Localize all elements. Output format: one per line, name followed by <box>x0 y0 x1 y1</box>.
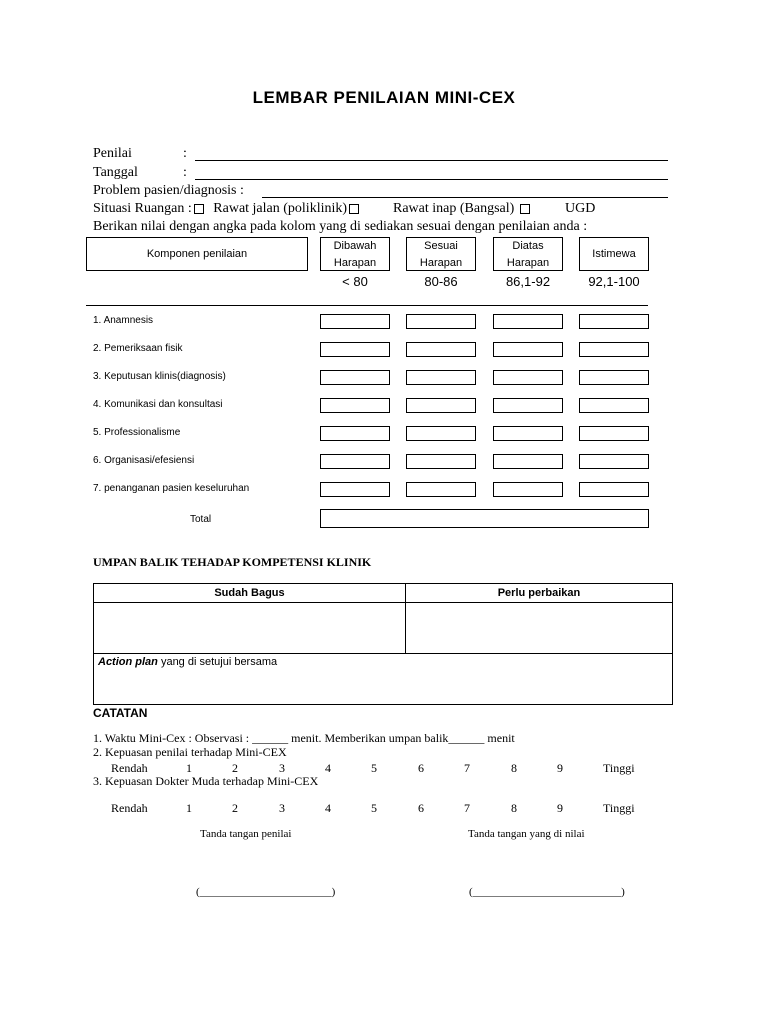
score-cell[interactable] <box>579 454 649 469</box>
tanggal-colon: : <box>183 165 187 180</box>
criterion-label: 2. Pemeriksaan fisik <box>93 343 183 354</box>
scale1-option[interactable]: 9 <box>557 761 563 775</box>
situasi-row <box>93 201 361 217</box>
col-header-sesuai <box>406 237 476 271</box>
scale1-option[interactable]: 1 <box>186 761 192 775</box>
scale1-option[interactable]: 4 <box>325 761 331 775</box>
col-perlu-perbaikan: Perlu perbaikan <box>406 584 673 603</box>
score-cell[interactable] <box>320 426 390 441</box>
score-cell[interactable] <box>579 342 649 357</box>
col-header-line2: Harapan <box>506 257 550 269</box>
score-cell[interactable] <box>406 370 476 385</box>
ugd-label: UGD <box>565 201 596 216</box>
notes-heading: CATATAN <box>93 706 148 720</box>
score-cell[interactable] <box>493 398 563 413</box>
score-cell[interactable] <box>406 482 476 497</box>
score-cell[interactable] <box>320 398 390 413</box>
feedback-table <box>93 583 673 705</box>
total-label: Total <box>190 514 212 525</box>
criterion-label: 5. Professionalisme <box>93 427 181 438</box>
score-cell[interactable] <box>579 398 649 413</box>
problem-line[interactable] <box>262 197 668 198</box>
score-cell[interactable] <box>579 370 649 385</box>
score-cell[interactable] <box>493 314 563 329</box>
penilai-label: Penilai <box>93 146 132 161</box>
penilai-line[interactable] <box>195 160 668 161</box>
situasi-label: Situasi Ruangan : <box>93 201 192 216</box>
score-cell[interactable] <box>406 426 476 441</box>
range-istimewa: 92,1-100 <box>588 274 640 289</box>
col-header-line2: Harapan <box>333 257 377 269</box>
score-cell[interactable] <box>406 342 476 357</box>
criterion-label: 1. Anamnesis <box>93 315 154 326</box>
col-header-line2: Harapan <box>419 257 463 269</box>
range-sesuai: 80-86 <box>424 274 458 289</box>
page-title: LEMBAR PENILAIAN MINI-CEX <box>252 88 516 107</box>
checkbox-icon[interactable] <box>520 204 530 214</box>
score-cell[interactable] <box>320 314 390 329</box>
col-header-line1: Diatas <box>512 240 544 252</box>
problem-label: Problem pasien/diagnosis : <box>93 183 244 198</box>
scale1-low: Rendah <box>111 761 148 775</box>
scale2-low: Rendah <box>111 801 148 815</box>
action-plan-italic: Action plan <box>98 656 158 668</box>
rawat-inap-row <box>393 201 532 217</box>
scale1-option[interactable]: 8 <box>511 761 517 775</box>
score-cell[interactable] <box>406 314 476 329</box>
scale2-option[interactable]: 6 <box>418 801 424 815</box>
action-plan-rest: yang di setujui bersama <box>157 656 278 668</box>
checkbox-icon[interactable] <box>349 204 359 214</box>
criterion-label: 6. Organisasi/efesiensi <box>93 455 195 466</box>
component-header: Komponen penilaian <box>86 237 308 271</box>
notes-item1: 1. Waktu Mini-Cex : Observasi : ______ menit. Memberikan umpan balik______ menit <box>93 731 515 745</box>
criterion-label: 7. penanganan pasien keseluruhan <box>93 483 250 494</box>
signature-assessor-blank[interactable]: (________________________) <box>196 886 336 898</box>
action-plan-cell[interactable] <box>94 654 673 705</box>
score-cell[interactable] <box>320 454 390 469</box>
col-header-dibawah <box>320 237 390 271</box>
penilai-colon: : <box>183 146 187 161</box>
notes-item3: 3. Kepuasan Dokter Muda terhadap Mini-CEX <box>93 774 319 788</box>
sudah-bagus-input[interactable] <box>94 603 406 654</box>
rawat-jalan-label: Rawat jalan (poliklinik) <box>213 201 348 216</box>
col-header-istimewa: Istimewa <box>579 237 649 271</box>
criterion-label: 4. Komunikasi dan konsultasi <box>93 399 223 410</box>
tanggal-label: Tanggal <box>93 165 138 180</box>
scale2-option[interactable]: 8 <box>511 801 517 815</box>
table-divider <box>86 305 648 306</box>
col-header-diatas <box>493 237 563 271</box>
scale1-option[interactable]: 5 <box>371 761 377 775</box>
signature-assessee-blank[interactable]: (___________________________) <box>469 886 625 898</box>
tanggal-line[interactable] <box>195 179 668 180</box>
score-cell[interactable] <box>406 454 476 469</box>
score-cell[interactable] <box>320 342 390 357</box>
scale1-option[interactable]: 6 <box>418 761 424 775</box>
scale1-option[interactable]: 3 <box>279 761 285 775</box>
score-cell[interactable] <box>493 370 563 385</box>
score-cell[interactable] <box>320 482 390 497</box>
score-cell[interactable] <box>579 314 649 329</box>
feedback-heading: UMPAN BALIK TEHADAP KOMPETENSI KLINIK <box>93 555 372 569</box>
signature-assessee-label: Tanda tangan yang di nilai <box>468 828 585 840</box>
score-cell[interactable] <box>320 370 390 385</box>
scale2-high: Tinggi <box>603 801 635 815</box>
scale1-high: Tinggi <box>603 761 635 775</box>
scale1-option[interactable]: 2 <box>232 761 238 775</box>
scale2-option[interactable]: 5 <box>371 801 377 815</box>
score-cell[interactable] <box>579 426 649 441</box>
score-cell[interactable] <box>493 342 563 357</box>
scale1-option[interactable]: 7 <box>464 761 470 775</box>
criterion-label: 3. Keputusan klinis(diagnosis) <box>93 371 226 382</box>
score-cell[interactable] <box>493 426 563 441</box>
col-header-line1: Sesuai <box>424 240 458 252</box>
scale2-option[interactable]: 2 <box>232 801 238 815</box>
instruction-text: Berikan nilai dengan angka pada kolom yang di sediakan sesuai dengan penilaian anda : <box>93 219 588 234</box>
score-cell[interactable] <box>493 454 563 469</box>
notes-item2: 2. Kepuasan penilai terhadap Mini-CEX <box>93 745 287 759</box>
signature-assessor-label: Tanda tangan penilai <box>200 828 292 840</box>
scale2-option[interactable]: 9 <box>557 801 563 815</box>
scale2-option[interactable]: 4 <box>325 801 331 815</box>
score-cell[interactable] <box>493 482 563 497</box>
range-dibawah: < 80 <box>342 274 368 289</box>
total-cell[interactable] <box>320 509 649 528</box>
range-diatas: 86,1-92 <box>505 274 551 289</box>
rawat-inap-label: Rawat inap (Bangsal) <box>393 201 515 216</box>
col-header-line1: Dibawah <box>333 240 377 252</box>
scale2-option[interactable]: 1 <box>186 801 192 815</box>
score-cell[interactable] <box>406 398 476 413</box>
perlu-perbaikan-input[interactable] <box>406 603 673 654</box>
score-cell[interactable] <box>579 482 649 497</box>
scale2-option[interactable]: 7 <box>464 801 470 815</box>
scale2-option[interactable]: 3 <box>279 801 285 815</box>
checkbox-icon[interactable] <box>194 204 204 214</box>
col-sudah-bagus: Sudah Bagus <box>94 584 406 603</box>
